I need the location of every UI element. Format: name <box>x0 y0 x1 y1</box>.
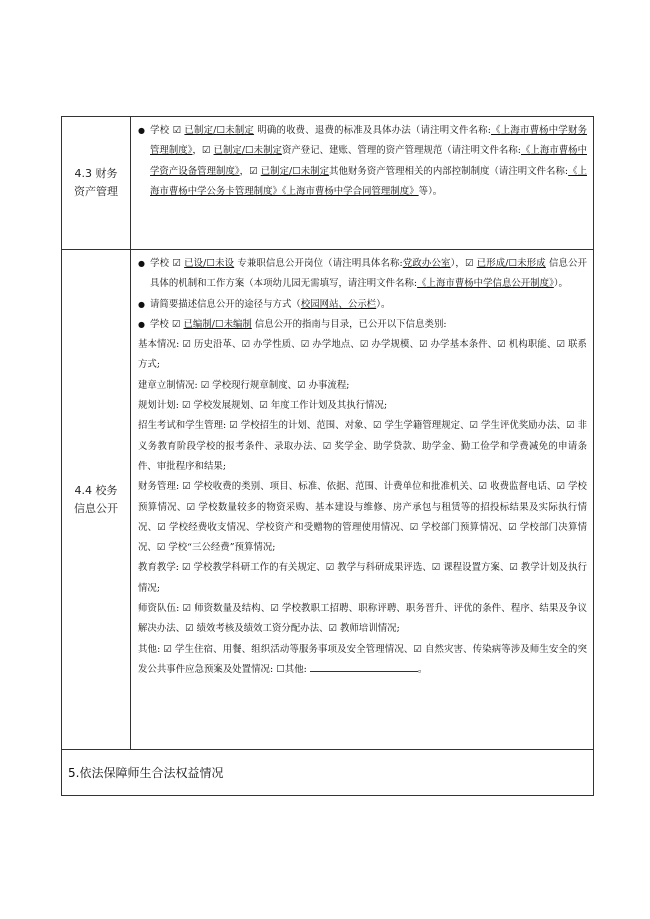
disclosure-content <box>131 250 594 750</box>
post-name: 党政办公室 <box>402 258 451 269</box>
row-label-disclosure: 4.4 校务 信息公开 <box>62 250 131 750</box>
other-blank-field[interactable] <box>310 660 418 672</box>
disclosure-ways-paragraph: ● 请简要描述信息公开的途径与方式（校园网站、公示栏）。 <box>138 295 587 315</box>
checkbox-unchecked[interactable]: ☐ <box>508 258 518 269</box>
finance-paragraph: ● 学校 ☑ 已制定/☐未制定 明确的收费、退费的标准及具体办法（请注明文件名称:《上海市曹杨中学财务管理制度》，☑ 已制定/☐未制定资产登记、建账、管理的资产管理规范（请注明文件名称:《上海市曹杨中学资产设备管理制度》，☑ 已制定/☐未制定其他财务资产管理相关的内部控制制度（请注明文件名称:《上海市曹杨中学公务卡管理制度》《上海市曹杨中学合同管理制度》等）。 <box>138 121 587 202</box>
category-finance: 财务管理: ☑ 学校收费的类别、项目、标准、依据、范围、计费单位和批准机关、☑ 收费监督电话、☑ 学校预算情况、☑ 学校数量较多的物资采购、基本建设与维修、房产承包与租赁等的招投标结果及实际执行情况、☑ 学校经费收支情况、学校资产和受赠物的管理使用情况、☑ 学校部门预算情况、☑ 学校部门决算情况、☑ 学校“三公经费”预算情况; <box>138 481 587 554</box>
disclosure-post-paragraph: ● 学校 ☑ 已设/☐未设 专兼职信息公开岗位（请注明具体名称:党政办公室），☑ 已形成/☐未形成 信息公开具体的机制和工作方案（本项幼儿园无需填写，请注明文件名称:《上海市曹杨中学信息公开制度》）。 <box>138 254 587 295</box>
checkbox-checked[interactable]: ☑ <box>464 258 474 269</box>
checkbox-unchecked[interactable]: ☐ <box>245 145 254 157</box>
checkbox-checked[interactable]: ☑ <box>249 165 258 177</box>
file-name: 《上海市曹杨中学财务管理制度》 <box>150 125 588 157</box>
file-name: 《上海市曹杨中学公务卡管理制度》《上海市曹杨中学合同管理制度》 <box>150 165 588 197</box>
category-rules: 建章立制情况: ☑ 学校现行规章制度、☑ 办事流程; <box>138 379 350 391</box>
category-basic: 基本情况: ☑ 历史沿革、☑ 办学性质、☑ 办学地点、☑ 办学规模、☑ 办学基本条件、☑ 机构职能、☑ 联系方式; <box>138 339 587 371</box>
checkbox-unchecked[interactable]: ☐ <box>216 125 226 136</box>
category-planning: 规划计划: ☑ 学校发展规划、☑ 年度工作计划及其执行情况; <box>138 400 388 412</box>
bullet-icon: ● <box>138 319 146 329</box>
finance-content <box>131 117 594 250</box>
section-5-title: 5.依法保障师生合法权益情况 <box>62 750 594 796</box>
checkbox-checked[interactable]: ☑ <box>172 125 182 136</box>
report-table <box>61 116 594 796</box>
category-staff: 师资队伍: ☑ 师资数量及结构、☑ 学校教职工招聘、职称评聘、职务晋升、评优的条件、程序、结果及争议解决办法、☑ 绩效考核及绩效工资分配办法、☑ 教师培训情况; <box>138 603 587 635</box>
category-teaching: 教育教学: ☑ 学校教学科研工作的有关规定、☑ 教学与科研成果评选、☑ 课程设置方案、☑ 教学计划及执行情况; <box>138 562 587 594</box>
checkbox-checked[interactable]: ☑ <box>171 318 181 330</box>
row-finance-assets <box>62 117 594 250</box>
bullet-icon: ● <box>138 299 146 309</box>
category-admission: 招生考试和学生管理: ☑ 学校招生的计划、范围、对象、☑ 学生学籍管理规定、☑ 学生评优奖励办法、☑ 非义务教育阶段学校的报考条件、录取办法、☑ 奖学金、助学贷款、助学金、勤工俭学和学费减免的申请条件、审批程序和结果; <box>138 420 587 472</box>
checkbox-unchecked[interactable]: ☐ <box>206 258 215 269</box>
row-info-disclosure <box>62 250 594 750</box>
row-section-5 <box>62 750 594 796</box>
bullet-icon: ● <box>138 126 146 135</box>
disclosure-ways: 校园网站、公示栏 <box>300 298 377 310</box>
row-label-finance: 4.3 财务 资产管理 <box>62 117 131 250</box>
checkbox-unchecked[interactable]: ☐ <box>276 663 285 675</box>
checkbox-checked[interactable]: ☑ <box>201 145 211 157</box>
bullet-icon: ● <box>138 259 146 268</box>
file-name: 《上海市曹杨中学信息公开制度》 <box>417 278 554 290</box>
checkbox-unchecked[interactable]: ☐ <box>214 318 224 330</box>
checkbox-unchecked[interactable]: ☐ <box>292 165 301 177</box>
checkbox-checked[interactable]: ☑ <box>172 258 181 269</box>
category-other: 其他: ☑ 学生住宿、用餐、组织活动等服务事项及安全管理情况、☑ 自然灾害、传染病等涉及师生安全的突发公共事件应急预案及处置情况: ☐其他: 。 <box>138 643 587 675</box>
disclosure-guide-paragraph: ● 学校 ☑ 已编制/☐未编制 信息公开的指南与目录，已公开以下信息类别: <box>138 315 587 335</box>
file-name: 《上海市曹杨中学资产设备管理制度》 <box>150 145 587 177</box>
